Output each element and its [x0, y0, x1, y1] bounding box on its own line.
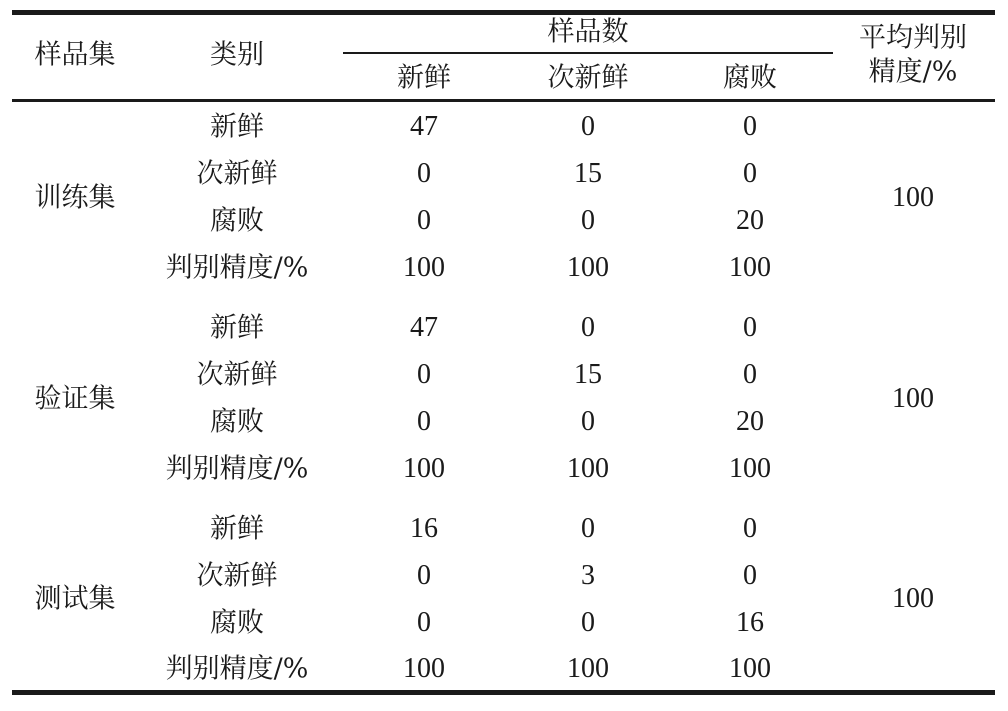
row-value-spoiled: 100 [729, 453, 771, 484]
row-value-spoiled: 0 [743, 158, 757, 189]
row-value-subfresh: 0 [581, 111, 595, 142]
row-value-fresh: 47 [410, 111, 438, 142]
row-value-fresh: 0 [417, 406, 431, 437]
header-avg-accuracy-line1: 平均判别 [859, 22, 967, 54]
header-category: 类别 [210, 39, 264, 71]
header-col-fresh: 新鲜 [397, 62, 451, 94]
header-bottom-rule [12, 99, 995, 102]
row-category: 新鲜 [210, 312, 264, 344]
row-value-fresh: 0 [417, 607, 431, 638]
row-category: 腐败 [210, 205, 264, 237]
row-category: 次新鲜 [196, 560, 278, 592]
row-value-subfresh: 100 [567, 252, 609, 283]
row-value-fresh: 0 [417, 359, 431, 390]
header-col-subfresh: 次新鲜 [547, 62, 629, 94]
header-sample-set: 样品集 [34, 39, 116, 71]
header-col-spoiled: 腐败 [723, 62, 777, 94]
row-value-spoiled: 0 [743, 560, 757, 591]
group-name: 测试集 [34, 583, 116, 615]
row-value-fresh: 16 [410, 513, 438, 544]
row-value-fresh: 100 [403, 653, 445, 684]
header-avg-accuracy-line2: 精度/% [868, 56, 958, 87]
row-value-subfresh: 0 [581, 406, 595, 437]
row-value-subfresh: 100 [567, 653, 609, 684]
row-value-fresh: 0 [417, 205, 431, 236]
row-category: 腐败 [210, 607, 264, 639]
row-value-spoiled: 0 [743, 513, 757, 544]
row-value-subfresh: 15 [574, 158, 602, 189]
row-value-spoiled: 0 [743, 111, 757, 142]
row-category: 新鲜 [210, 513, 264, 545]
row-value-subfresh: 0 [581, 607, 595, 638]
row-value-fresh: 47 [410, 312, 438, 343]
sample-count-underline [343, 52, 833, 54]
row-value-subfresh: 0 [581, 513, 595, 544]
row-value-subfresh: 15 [574, 359, 602, 390]
table-bottom-rule [12, 690, 995, 695]
row-value-spoiled: 20 [736, 205, 764, 236]
row-value-subfresh: 3 [581, 560, 595, 591]
group-name: 验证集 [34, 383, 116, 415]
row-value-spoiled: 100 [729, 653, 771, 684]
row-category: 新鲜 [210, 111, 264, 143]
row-value-spoiled: 20 [736, 406, 764, 437]
row-category: 判别精度/% [165, 252, 309, 284]
row-value-spoiled: 0 [743, 359, 757, 390]
row-value-fresh: 0 [417, 560, 431, 591]
row-value-spoiled: 0 [743, 312, 757, 343]
row-value-subfresh: 0 [581, 205, 595, 236]
row-category: 次新鲜 [196, 359, 278, 391]
row-value-fresh: 100 [403, 252, 445, 283]
row-category: 判别精度/% [165, 453, 309, 485]
row-value-subfresh: 100 [567, 453, 609, 484]
row-value-subfresh: 0 [581, 312, 595, 343]
table-top-rule [12, 10, 995, 15]
row-value-fresh: 100 [403, 453, 445, 484]
row-value-spoiled: 100 [729, 252, 771, 283]
group-avg-accuracy: 100 [892, 182, 934, 213]
row-category: 次新鲜 [196, 158, 278, 190]
group-name: 训练集 [34, 182, 116, 214]
header-sample-count: 样品数 [547, 16, 629, 48]
row-category: 判别精度/% [165, 653, 309, 685]
header-avg-accuracy [859, 21, 967, 89]
row-category: 腐败 [210, 406, 264, 438]
row-value-spoiled: 16 [736, 607, 764, 638]
group-avg-accuracy: 100 [892, 583, 934, 614]
group-avg-accuracy: 100 [892, 383, 934, 414]
row-value-fresh: 0 [417, 158, 431, 189]
